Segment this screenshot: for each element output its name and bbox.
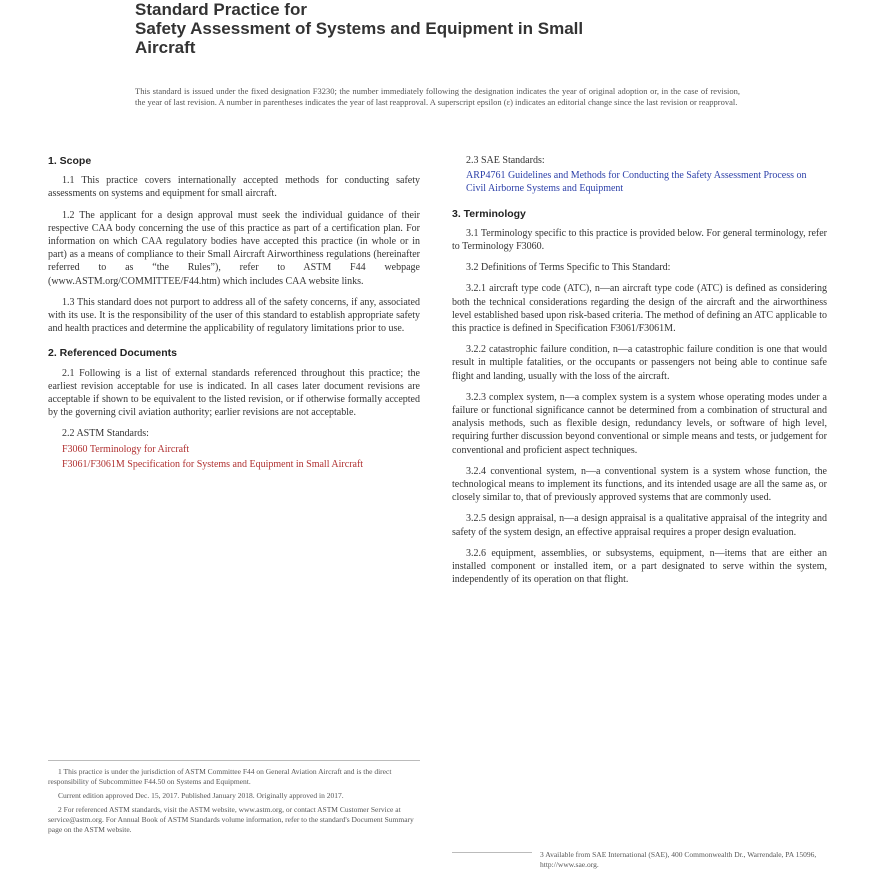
footnote-2: 2 For referenced ASTM standards, visit the ASTM website, www.astm.org, or contact ASTM Customer Service at service@astm.org. For Annual Book of ASTM Standards volume information, refer to the standard's Document Summary page on the ASTM website. (48, 805, 414, 834)
definition-design-appraisal: 3.2.5 design appraisal, n—a design appraisal is a qualitative appraisal of the integrity and safety of the system design, an effective appraisal requires a proper design evaluation. (452, 513, 827, 538)
section-heading-referenced-documents: 2. Referenced Documents (48, 347, 177, 360)
sae-standards-heading: 2.3 SAE Standards: (466, 155, 545, 166)
right-column (452, 154, 827, 594)
footnote-edition: Current edition approved Dec. 15, 2017. Published January 2018. Originally approved in 2017. (58, 791, 344, 800)
paragraph-3-2: 3.2 Definitions of Terms Specific to This Standard: (466, 262, 671, 274)
reference-link-f3061[interactable]: F3061/F3061M Specification for Systems and Equipment in Small Aircraft (62, 458, 364, 470)
section-heading-scope: 1. Scope (48, 155, 92, 167)
title-line-3: Aircraft (135, 38, 196, 57)
paragraph-1-2: 1.2 The applicant for a design approval must seek the individual guidance of their respective CAA body concerning the use of this practice as part of a certification plan. For information on which CAA regulatory bodies have accepted this practice (in whole or in part) as a means of compliance to their Small Aircraft Airworthiness regulations (hereinafter referred to as “the Rules”), refer to ASTM F44 webpage (www.ASTM.org/COMMITTEE/F44.htm) which includes CAA website links. (48, 209, 420, 287)
issuance-note: This standard is issued under the fixed designation F3230; the number immediately following the designation indicates the year of original adoption or, in the case of revision, the year of last revision. A number in parentheses indicates the year of last reapproval. A superscript epsilon (ε) indicates an editorial change since the last revision or reapproval. (135, 86, 740, 107)
left-column (48, 155, 420, 473)
definition-aircraft-type-code: 3.2.1 aircraft type code (ATC), n—an aircraft type code (ATC) is defined as considering both the technical considerations regarding the design of the aircraft and the airworthiness level established based upon risk-based criteria. The method of defining an ATC applicable to this practice is defined in Specification F3061/F3061M. (452, 283, 827, 335)
paragraph-1-1: 1.1 This practice covers internationally accepted methods for conducting safety assessments on systems and equipment for small aircraft. (48, 175, 420, 200)
paragraph-1-3: 1.3 This standard does not purport to address all of the safety concerns, if any, associated with its use. It is the responsibility of the user of this standard to establish appropriate safety and health practices and determine the applicability of regulatory limitations prior to use. (48, 296, 420, 335)
footnote-1: 1 This practice is under the jurisdiction of ASTM Committee F44 on General Aviation Aircraft and is the direct responsibility of Subcommittee F44.50 on Systems and Equipment. (48, 767, 392, 786)
title-line-2: Safety Assessment of Systems and Equipment in Small (135, 19, 584, 38)
footnote-3: 3 Available from SAE International (SAE), 400 Commonwealth Dr., Warrendale, PA 15096, http://www.sae.org. (540, 850, 817, 869)
footnote-divider (452, 852, 532, 853)
title-line-1: Standard Practice for (135, 0, 307, 19)
footnotes-left (48, 760, 420, 839)
definition-conventional-system: 3.2.4 conventional system, n—a conventional system is a system whose function, the technological means to implement its functions, and its intended usage are all the same as, or closely similar to, that of previously approved systems that are commonly used. (452, 465, 827, 504)
definition-catastrophic-failure: 3.2.2 catastrophic failure condition, n—a catastrophic failure condition is one that would result in multiple fatalities, or the occupants or passengers not being able to continue safe flight and landing, usually with the loss of the aircraft. (452, 344, 827, 382)
reference-link-f3060[interactable]: F3060 Terminology for Aircraft (62, 443, 190, 455)
definition-equipment: 3.2.6 equipment, assemblies, or subsystems, equipment, n—items that are either an installed component or installed item, or a part designated to serve within the system, independently of its operation on that flight. (452, 547, 827, 586)
document-title (135, 0, 755, 57)
paragraph-2-1: 2.1 Following is a list of external standards referenced throughout this practice; the earliest revision acceptable for use is indicated. In all cases later document revisions are acceptable if shown to be equivalent to the listed revision, or if otherwise formally accepted by the governing civil aviation authority; earlier revisions are not acceptable. (48, 367, 420, 419)
paragraph-3-1: 3.1 Terminology specific to this practice is provided below. For general terminology, refer to Terminology F3060. (452, 227, 827, 253)
reference-link-arp4761[interactable]: ARP4761 Guidelines and Methods for Conducting the Safety Assessment Process on Civil Airborne Systems and Equipment (466, 170, 807, 195)
section-heading-terminology: 3. Terminology (452, 207, 526, 220)
definition-complex-system: 3.2.3 complex system, n—a complex system is a system whose operating modes under a failure or functional significance cannot be determined from a combination of structural and analysis methods, such as flexible design, redundancy levels, or software of high level, requiring further discussion beyond conventional or simple means and tests, or judgement for conventional and proficient aspect techniques. (452, 391, 827, 456)
astm-standards-heading: 2.2 ASTM Standards: (62, 428, 149, 440)
